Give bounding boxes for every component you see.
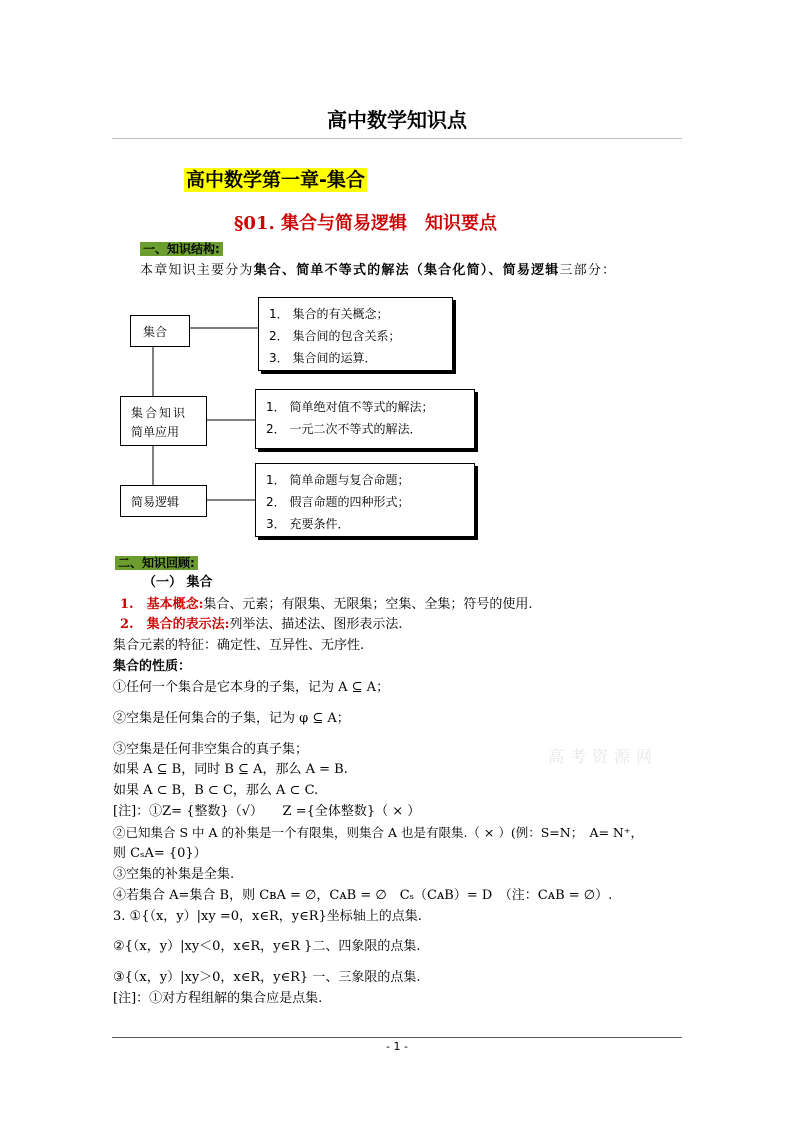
- property-line: ③空集是任何非空集合的真子集；: [113, 742, 309, 757]
- item-representation: [120, 616, 403, 634]
- item2-label: 2. 集合的表示法:: [120, 617, 230, 632]
- box3-line: 1． 简单命题与复合命题；: [266, 473, 410, 487]
- box2-line: 1． 简单绝对值不等式的解法；: [266, 400, 434, 414]
- note-line: ③空集的补集是全集.: [113, 867, 235, 882]
- box1-line: 2． 集合间的包含关系；: [269, 329, 401, 343]
- node-logic: [120, 485, 207, 517]
- intro-bold: 集合、简单不等式的解法（集合化简）、简易逻辑: [253, 263, 560, 278]
- intro-post: 三部分：: [559, 263, 617, 278]
- chapter-heading: 高中数学第一章-集合: [186, 169, 365, 191]
- point-set-line: ③{（x，y）|xy＞0，x∈R，y∈R} 一、三象限的点集.: [113, 970, 421, 985]
- node-applications-line1: 集合知识: [131, 406, 188, 420]
- box2-line: 2． 一元二次不等式的解法．: [266, 422, 422, 436]
- box-set-concepts: [258, 297, 453, 371]
- note-line: 则 CₛA= {0}）: [113, 846, 207, 861]
- box3-line: 2． 假言命题的四种形式；: [266, 495, 410, 509]
- footer-divider: [112, 1037, 682, 1038]
- property-line: ②空集是任何集合的子集，记为 φ ⊆ A；: [113, 711, 350, 726]
- item2-text: 列举法、描述法、图形表示法.: [229, 617, 403, 632]
- property-line: ①任何一个集合是它本身的子集，记为 A ⊆ A；: [113, 680, 390, 695]
- intro-pre: 本章知识主要分为: [140, 263, 254, 278]
- node-applications: [120, 396, 207, 446]
- page-title: 高中数学知识点: [327, 108, 467, 132]
- properties-heading: 集合的性质：: [113, 659, 192, 674]
- note-line: ②已知集合 S 中 A 的补集是一个有限集，则集合 A 也是有限集.（ × ）(例：S=N； A= N⁺，: [113, 825, 643, 840]
- page-number: - 1 -: [386, 1040, 408, 1053]
- watermark: 高考资源网: [548, 747, 659, 766]
- node-logic-label: 简易逻辑: [131, 495, 180, 509]
- item-basic-concepts: [120, 596, 533, 614]
- note-line: ④若集合 A=集合 B，则 CʙA = ∅，CᴀB = ∅ Cₛ（CᴀB）= D （注：CᴀB = ∅）.: [113, 888, 613, 903]
- box-inequalities: [255, 389, 475, 449]
- subsection-sets: （一） 集合: [143, 575, 213, 590]
- item1-label: 1. 基本概念:: [120, 597, 204, 612]
- section-heading: §01. 集合与简易逻辑 知识要点: [234, 213, 497, 234]
- item1-text: 集合、元素；有限集、无限集；空集、全集；符号的使用.: [203, 597, 533, 612]
- property-line: 如果 A ⊆ B，同时 B ⊆ A，那么 A = B.: [113, 762, 348, 777]
- point-set-line: ②{（x，y）|xy＜0，x∈R，y∈R }二、四象限的点集.: [113, 939, 421, 954]
- box-logic: [255, 463, 475, 537]
- node-sets: [130, 315, 190, 347]
- note-line: [注]：①Z= {整数}（√） Z ={全体整数}（ × ）: [113, 804, 421, 819]
- node-sets-label: 集合: [143, 325, 168, 339]
- property-line: 如果 A ⊂ B，B ⊂ C，那么 A ⊂ C.: [113, 783, 319, 798]
- point-set-line: 3. ①{（x，y）|xy =0，x∈R，y∈R}坐标轴上的点集.: [113, 909, 422, 924]
- element-features: 集合元素的特征：确定性、互异性、无序性.: [113, 638, 365, 653]
- box1-line: 1． 集合的有关概念；: [269, 307, 389, 321]
- part2-heading: 二、知识回顾:: [115, 556, 198, 570]
- note-line: [注]：①对方程组解的集合应是点集.: [113, 991, 323, 1006]
- node-applications-line2: 简单应用: [131, 425, 180, 439]
- box1-line: 3． 集合间的运算．: [269, 351, 377, 365]
- part1-heading: 一、知识结构:: [140, 242, 223, 256]
- box3-line: 3． 充要条件．: [266, 517, 350, 531]
